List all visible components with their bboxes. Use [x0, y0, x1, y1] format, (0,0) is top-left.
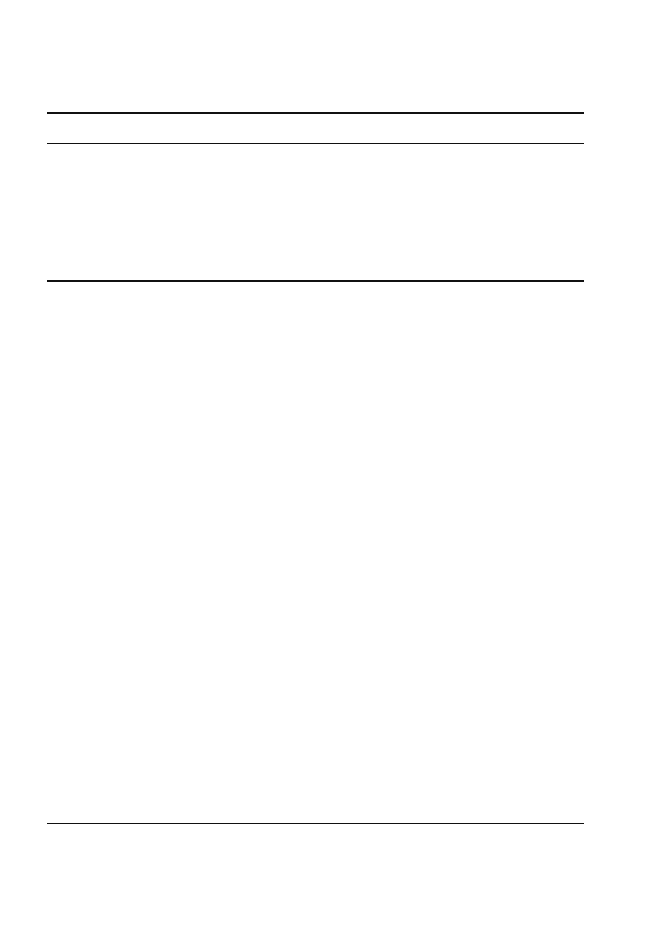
top-rule: [47, 112, 584, 114]
banner-rule: [47, 143, 584, 144]
footer-rule: [47, 823, 584, 824]
title-rule: [47, 280, 584, 282]
